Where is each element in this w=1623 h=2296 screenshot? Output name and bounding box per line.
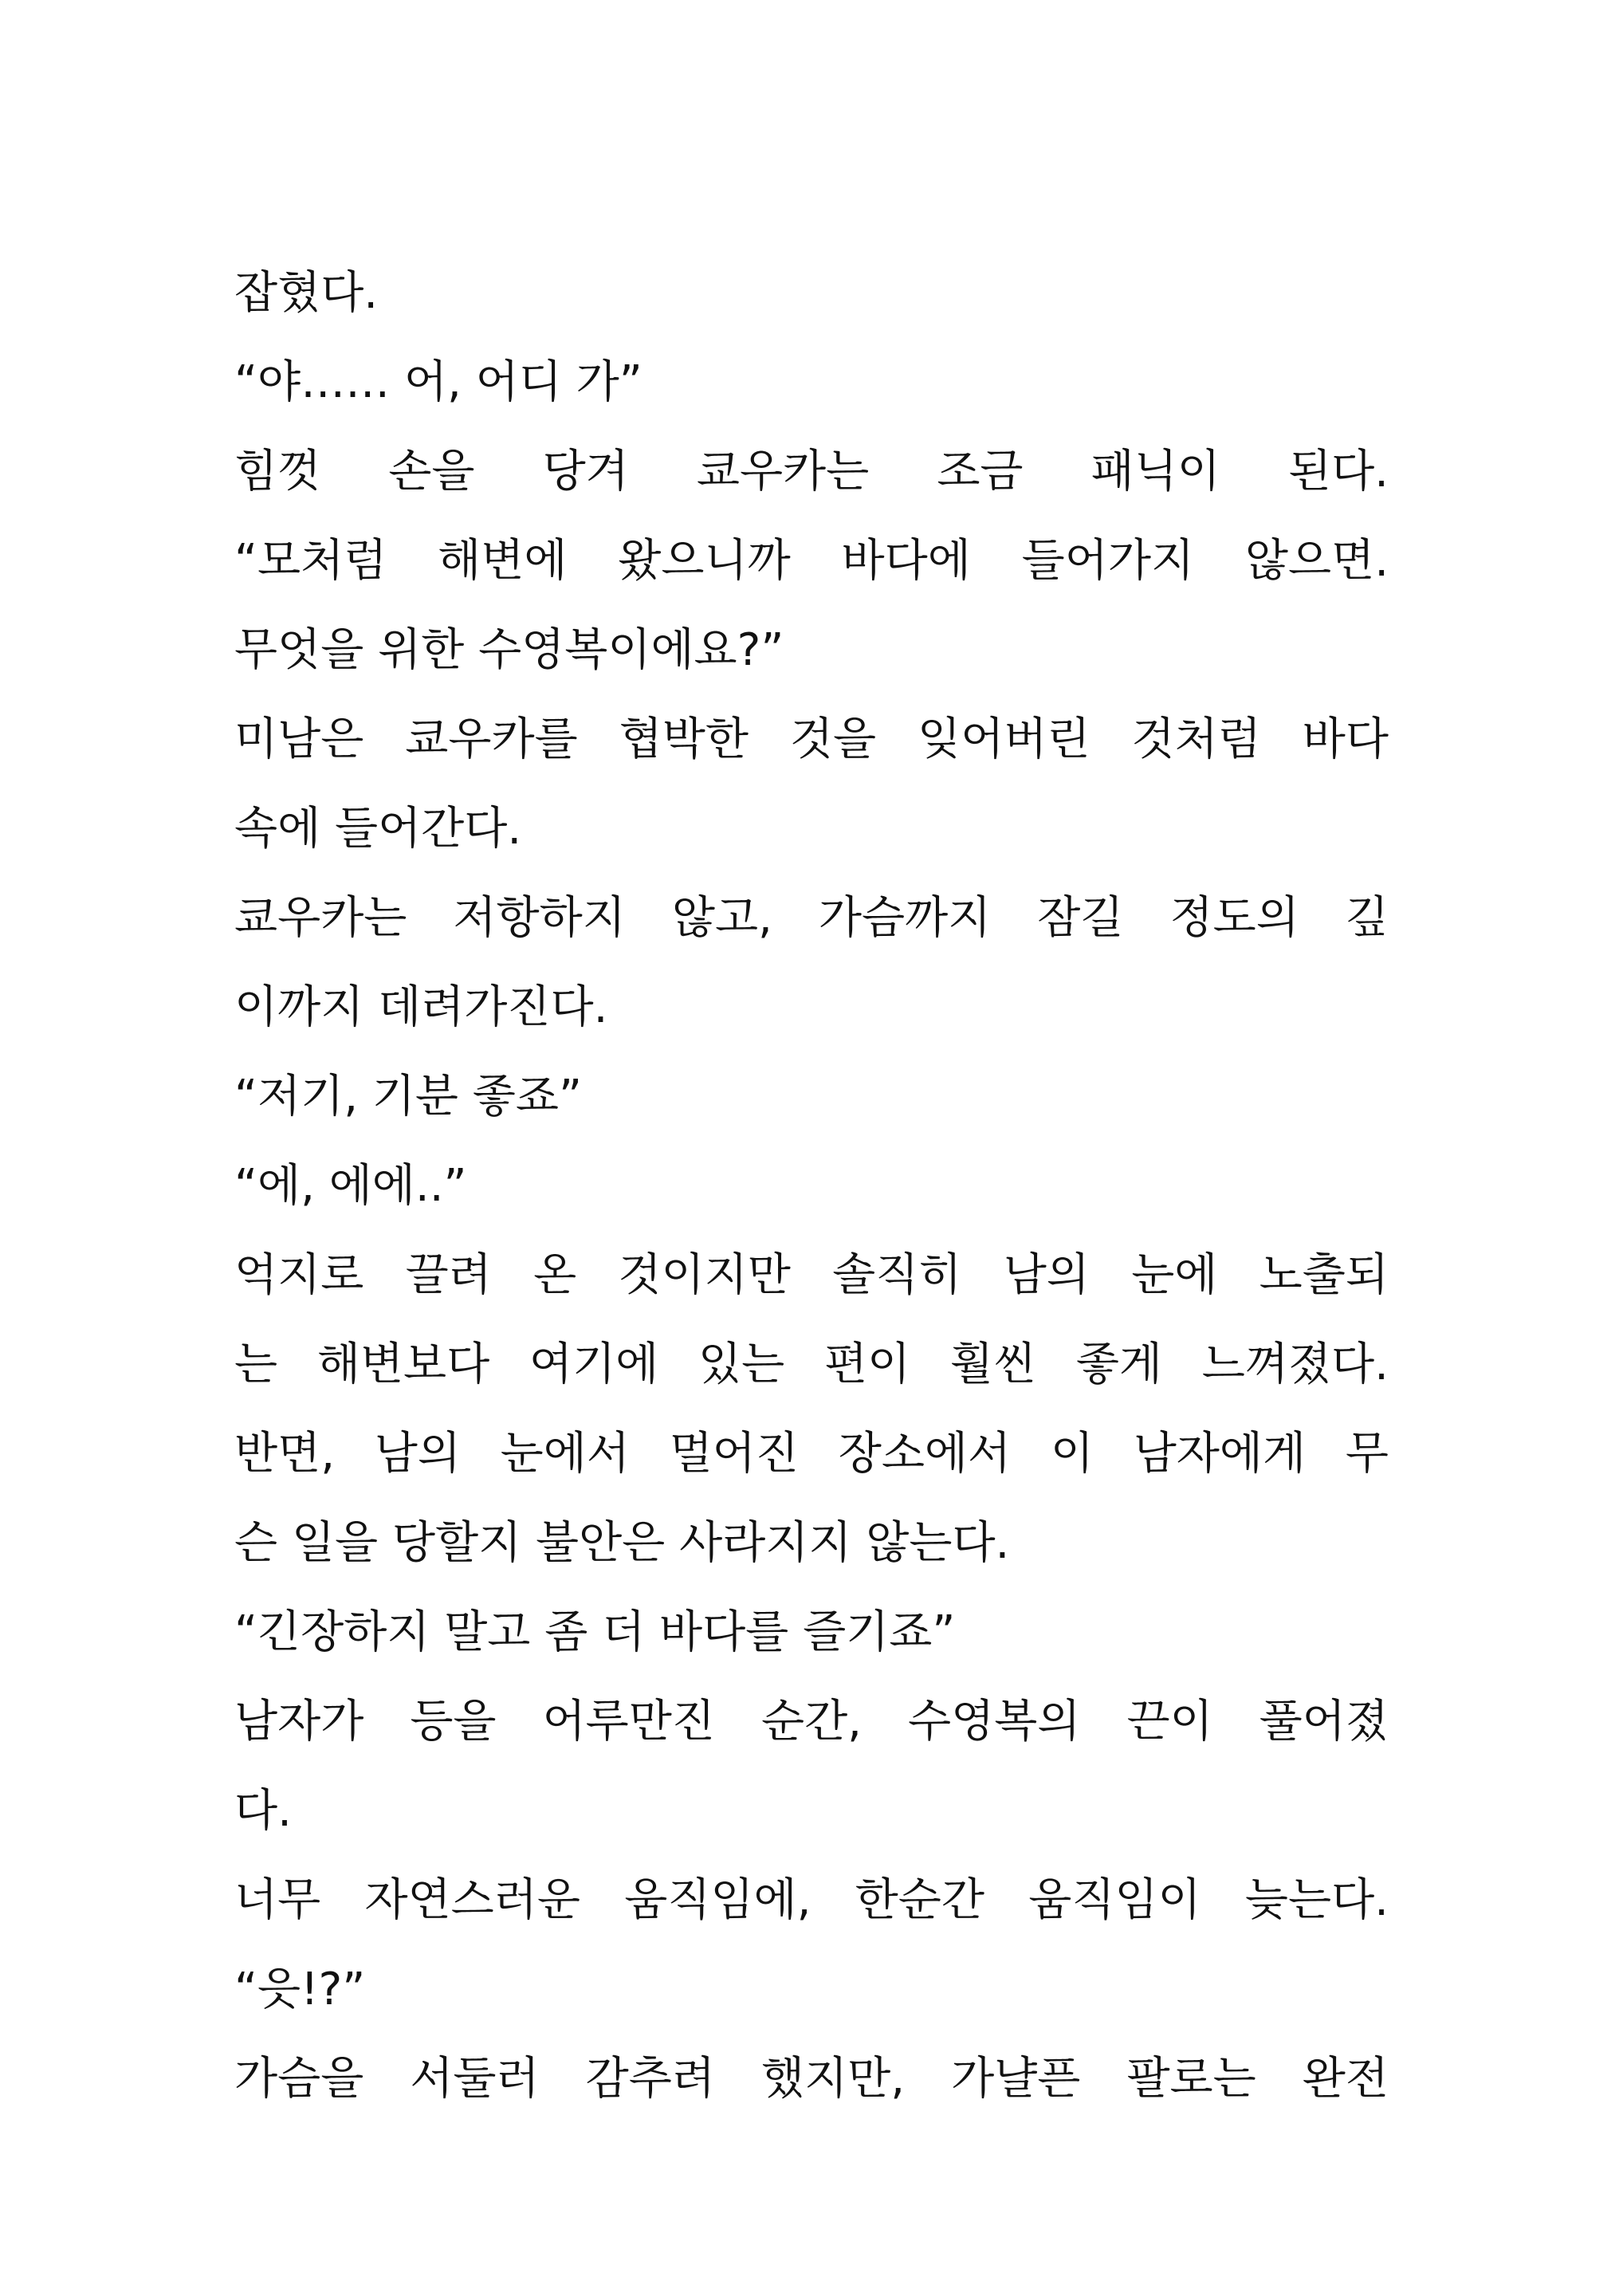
word: 온 xyxy=(533,1249,577,1301)
text-line: “야…… 어, 어디 가” xyxy=(234,356,643,408)
word: 완전 xyxy=(1302,2053,1389,2105)
word: 힘껏 xyxy=(234,446,321,497)
word: 것이지만 xyxy=(618,1249,791,1301)
word: 순간, xyxy=(760,1696,862,1748)
word: 쿄우카는 xyxy=(696,446,870,497)
text-line: 다. xyxy=(234,1785,292,1837)
word: 쿄우카를 xyxy=(405,714,578,765)
word: 해변보다 xyxy=(316,1339,490,1390)
word: 않으면. xyxy=(1244,535,1389,587)
word: 쿄우카는 xyxy=(234,892,407,944)
word: 너무 xyxy=(234,1874,321,1926)
text-line: 무엇을 위한 수영복이에요?” xyxy=(234,624,784,676)
word: 않고, xyxy=(671,892,772,944)
word: 당겨 xyxy=(542,446,629,497)
word: 바다에 xyxy=(841,535,971,587)
word: 서둘러 xyxy=(410,2053,540,2105)
word: 미남은 xyxy=(234,714,364,765)
word: 솔직히 xyxy=(832,1249,962,1301)
word: 장소에서 xyxy=(838,1428,1012,1480)
word: 늦는다. xyxy=(1244,1874,1389,1926)
word: 남의 xyxy=(374,1428,461,1480)
text-line xyxy=(234,1409,1389,1499)
text-line xyxy=(234,427,1389,517)
word: 가냘픈 xyxy=(951,2053,1081,2105)
word: 움직임에, xyxy=(624,1874,812,1926)
word: 끌려 xyxy=(405,1249,492,1301)
word: 된다. xyxy=(1287,446,1389,497)
word: 협박한 xyxy=(619,714,749,765)
body-text xyxy=(234,249,1389,2124)
word: 왔으니까 xyxy=(618,535,791,587)
word: 여기에 xyxy=(529,1339,659,1390)
word: 끈이 xyxy=(1126,1696,1213,1748)
word: 훨씬 xyxy=(949,1339,1037,1390)
text-line: “에, 에에..” xyxy=(234,1160,467,1212)
word: 남자에게 xyxy=(1133,1428,1307,1480)
word: 는 xyxy=(234,1339,278,1390)
word: 멀어진 xyxy=(669,1428,799,1480)
word: “모처럼 xyxy=(234,535,387,587)
word: 들어가지 xyxy=(1021,535,1195,587)
word: 반면, xyxy=(234,1428,335,1480)
text-line: “저기, 기분 좋죠” xyxy=(234,1071,583,1122)
text-line xyxy=(234,1856,1389,1945)
word: 등을 xyxy=(410,1696,497,1748)
text-line xyxy=(234,2035,1389,2124)
text-line: 이까지 데려가진다. xyxy=(234,981,608,1033)
word: 무 xyxy=(1345,1428,1389,1480)
text-line xyxy=(234,1231,1389,1320)
word: 억지로 xyxy=(234,1249,364,1301)
word: 정도의 xyxy=(1169,892,1299,944)
word: 움직임이 xyxy=(1028,1874,1201,1926)
text-line: 속에 들어간다. xyxy=(234,803,522,855)
word: 어루만진 xyxy=(542,1696,715,1748)
word: 해변에 xyxy=(438,535,568,587)
text-line xyxy=(234,874,1389,963)
word: 풀어졌 xyxy=(1259,1696,1389,1748)
text-line xyxy=(234,695,1389,784)
text-line xyxy=(234,1320,1389,1409)
word: 했지만, xyxy=(760,2053,906,2105)
word: 잊어버린 xyxy=(918,714,1091,765)
text-line: “긴장하지 말고 좀 더 바다를 즐기죠” xyxy=(234,1606,956,1658)
text-line xyxy=(234,517,1389,606)
word: 눈에서 xyxy=(500,1428,630,1480)
word: 가슴까지 xyxy=(818,892,992,944)
word: 잠길 xyxy=(1037,892,1124,944)
word: 노출되 xyxy=(1259,1249,1389,1301)
text-line xyxy=(234,1677,1389,1767)
word: 느껴졌다. xyxy=(1201,1339,1389,1390)
word: 깊 xyxy=(1345,892,1389,944)
word: 바다 xyxy=(1302,714,1389,765)
word: 있는 xyxy=(698,1339,785,1390)
word: 남의 xyxy=(1003,1249,1090,1301)
word: 자연스러운 xyxy=(364,1874,580,1926)
text-line: “읏!?” xyxy=(234,1964,366,2015)
word: 감추려 xyxy=(585,2053,715,2105)
text-line: 슨 일을 당할지 불안은 사라지지 않는다. xyxy=(234,1517,1010,1569)
word: 조금 xyxy=(937,446,1024,497)
word: 가슴을 xyxy=(234,2053,364,2105)
text-line: 잡혔다. xyxy=(234,267,379,319)
word: 것을 xyxy=(789,714,877,765)
word: 한순간 xyxy=(855,1874,984,1926)
word: 것처럼 xyxy=(1131,714,1261,765)
word: 패닉이 xyxy=(1091,446,1220,497)
word: 수영복의 xyxy=(908,1696,1081,1748)
word: 편이 xyxy=(823,1339,911,1390)
word: 이 xyxy=(1050,1428,1094,1480)
word: 좋게 xyxy=(1075,1339,1163,1390)
word: 저항하지 xyxy=(453,892,626,944)
word: 팔로는 xyxy=(1126,2053,1256,2105)
word: 손을 xyxy=(388,446,475,497)
word: 눈에 xyxy=(1131,1249,1218,1301)
word: 남자가 xyxy=(234,1696,364,1748)
